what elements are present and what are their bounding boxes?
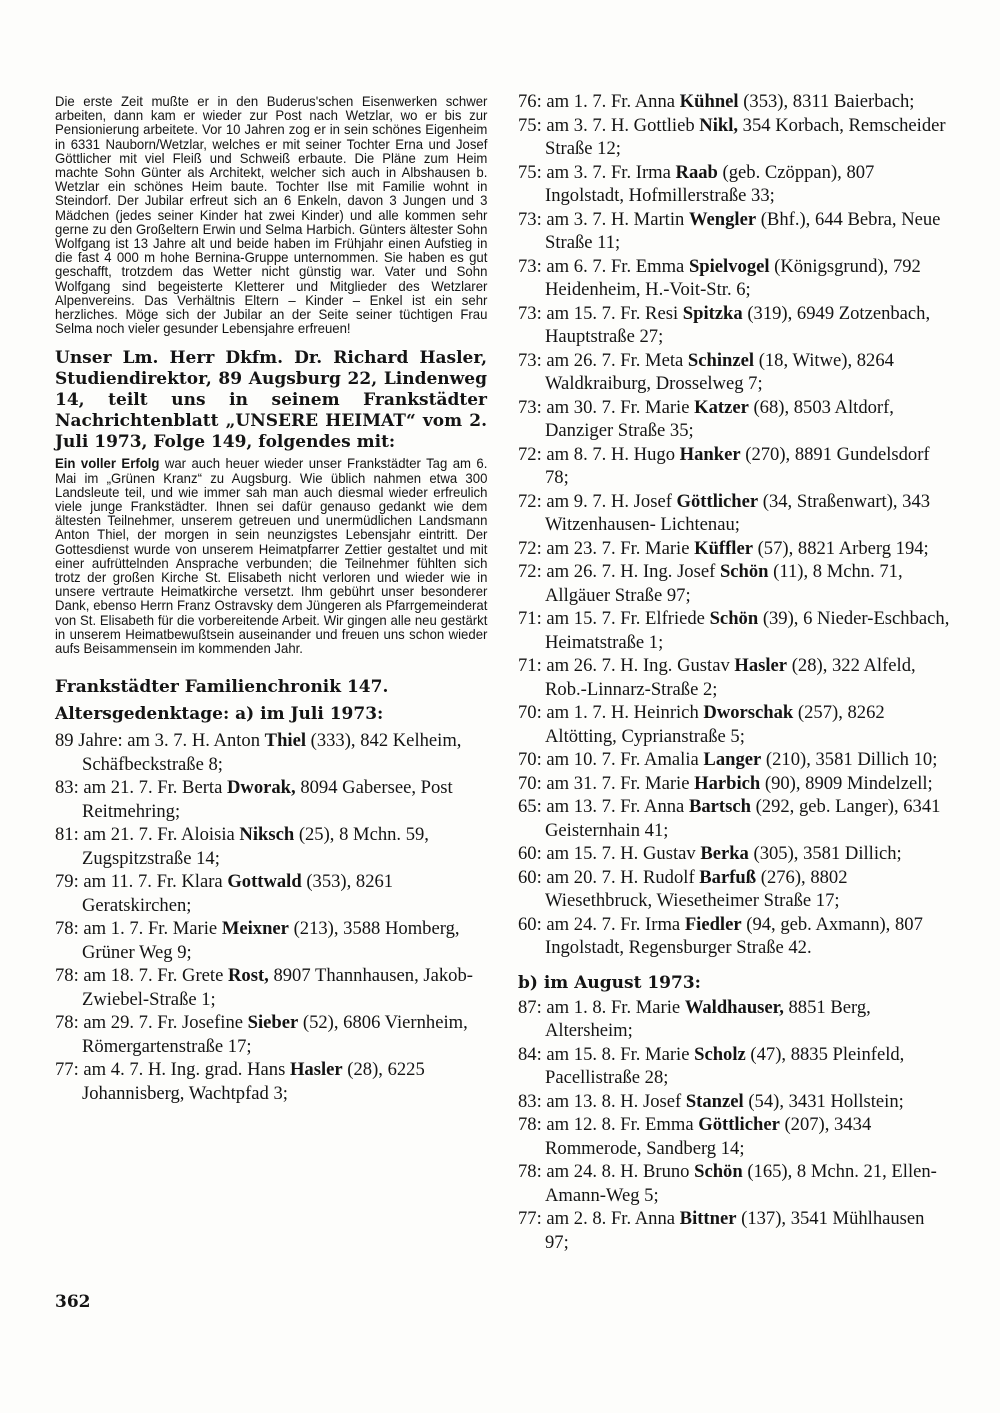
list-item: 77: am 2. 8. Fr. Anna Bittner (137), 3541 Mühlhausen 97; (518, 1208, 925, 1253)
list-item: 75: am 3. 7. H. Gottlieb Nikl, 354 Korbach, Remscheider Straße 12; (518, 114, 946, 159)
list-item: 72: am 9. 7. H. Josef Göttlicher (34, Straßenwart), 343 Witzenhausen- Lichtenau; (518, 490, 931, 535)
list-item: 76: am 1. 7. Fr. Anna Kühnel (353), 8311 Baierbach; (518, 91, 915, 112)
list-item: 70: am 1. 7. H. Heinrich Dworschak (257), 8262 Altötting, Cyprianstraße 5; (518, 702, 885, 747)
list-item: 87: am 1. 8. Fr. Marie Waldhauser, 8851 Berg, Altersheim; (518, 996, 871, 1041)
list-item: 70: am 10. 7. Fr. Amalia Langer (210), 3581 Dillich 10; (518, 749, 938, 770)
left-column (55, 94, 487, 1105)
july-heading: Altersgedenktage: a) im Juli 1973: (55, 704, 384, 725)
list-item: 60: am 15. 7. H. Gustav Berka (305), 3581 Dillich; (518, 843, 902, 864)
list-item: 71: am 15. 7. Fr. Elfriede Schön (39), 6 Nieder-Eschbach, Heimatstraße 1; (518, 608, 950, 653)
august-list (518, 996, 952, 1255)
list-item: 73: am 26. 7. Fr. Meta Schinzel (18, Witwe), 8264 Waldkraiburg, Drosselweg 7; (518, 349, 894, 394)
list-item: 77: am 4. 7. H. Ing. grad. Hans Hasler (28), 6225 Johannisberg, Wachtpfad 3; (55, 1059, 425, 1104)
july-list-left (55, 729, 487, 1105)
list-item: 70: am 31. 7. Fr. Marie Harbich (90), 8909 Mindelzell; (518, 772, 933, 794)
august-heading: b) im August 1973: (518, 972, 701, 993)
list-item: 78: am 29. 7. Fr. Josefine Sieber (52), 6806 Viernheim, Römergartenstraße 17; (55, 1012, 468, 1057)
page-number: 362 (55, 1292, 91, 1312)
list-item: 71: am 26. 7. H. Ing. Gustav Hasler (28), 322 Alfeld, Rob.-Linnarz-Straße 2; (518, 655, 916, 700)
list-item: 78: am 24. 8. H. Bruno Schön (165), 8 Mchn. 21, Ellen-Amann-Weg 5; (518, 1161, 937, 1206)
intro-paragraph: Die erste Zeit mußte er in den Buderus'schen Eisenwerken schwer arbeiten, dann kam er wieder zur Post nach Wetzlar, wo er bis zur Pensionierung arbeitete. Vor 10 Jahren zog er in sein schönes Eigenheim in 6331 Nauborn/Wetzlar, welches er mit seiner Tochter Erna und Josef Göttlicher mit viel Fleiß und Schweiß erbaute. Die Pläne zum Heim machte Sohn Günter als Architekt, welcher sich auch in Albshausen b. Wetzlar ein schönes Heim baute. Tochter Ilse mit Familie wohnt in Steindorf. Der Jubilar erfreut sich an 6 Enkeln, davon 3 Jungen und 3 Mädchen (jedes seiner Kinder hat zwei Kinder) und alle kommen sehr gerne zu den Großeltern Erwin und Selma Harbich. Günters ältester Sohn Wolfgang ist 13 Jahre alt und beide haben im Frühjahr einen Aufstieg in die fast 4 000 m hohe Bernina-Gruppe unternommen. Sie haben es gut geschafft, trotzdem das Wetter nicht günstig war. Vater und Sohn Wolfgang sind begeisterte Kletterer und Mitglieder des Wetzlarer Alpenvereins. Das Verhältnis Eltern – Kinder – Enkel ist ein sehr herzliches. Möge sich der Jubilar an der Seite seiner tüchtigen Frau Selma noch vieler gesunder Lebensjahre erfreuen! (55, 93, 488, 337)
list-item: 78: am 1. 7. Fr. Marie Meixner (213), 3588 Homberg, Grüner Weg 9; (55, 918, 460, 963)
list-item: 89 Jahre: am 3. 7. H. Anton Thiel (333), 842 Kelheim, Schäfbeckstraße 8; (55, 730, 462, 775)
report-lead: Ein voller Erfolg (55, 455, 160, 472)
list-item: 60: am 20. 7. H. Rudolf Barfuß (276), 8802 Wiesethbruck, Wiesetheimer Straße 17; (518, 866, 848, 911)
list-item: 81: am 21. 7. Fr. Aloisia Niksch (25), 8 Mchn. 59, Zugspitzstraße 14; (55, 824, 429, 869)
list-item: 72: am 23. 7. Fr. Marie Küffler (57), 8821 Arberg 194; (518, 537, 929, 559)
right-column (518, 90, 952, 1254)
list-item: 84: am 15. 8. Fr. Marie Scholz (47), 8835 Pleinfeld, Pacellistraße 28; (518, 1043, 905, 1088)
list-item: 72: am 8. 7. H. Hugo Hanker (270), 8891 Gundelsdorf 78; (518, 443, 930, 488)
report-paragraph (55, 456, 487, 655)
list-item: 78: am 12. 8. Fr. Emma Göttlicher (207), 3434 Rommerode, Sandberg 14; (518, 1114, 872, 1159)
list-item: 73: am 15. 7. Fr. Resi Spitzka (319), 6949 Zotzenbach, Hauptstraße 27; (518, 302, 931, 347)
report-body: war auch heuer wieder unser Frankstädter Tag am 6. Mai im „Grünen Kranz“ zu Augsburg. Wie üblich nahmen etwa 300 Landsleute teil, und wie immer sah man auch diesmal wieder erfreulich viele junge Frankstädter. Ihnen sei dafür genauso gedankt wie dem ältesten Teilnehmer, unserem getreuen und unermüdlichen Landsmann Anton Thiel, der morgen in sein neunzigstes Lebensjahr eintritt. Der Gottesdienst wurde von unserem Heimatpfarrer Zettier gestaltet und mit einer aufrüttelnden Ansprache verbunden; die Teilnehmer fühlten sich trotz der großen Kirche St. Elisabeth nicht verloren und wieder wie in unsere vertraute Heimatkirche versetzt. Ihm gebührt unser besonderer Dank, ebenso Herrn Franz Ostravsky dem Jüngeren als Pfarrgemeinderat von St. Elisabeth für die vorbereitende Arbeit. Wir gingen alle neu gestärkt in unserem Heimatbewußtsein auseinander und freuen uns schon wieder aufs Beisammensein im kommenden Jahr. (55, 455, 488, 657)
list-item: 79: am 11. 7. Fr. Klara Gottwald (353), 8261 Geratskirchen; (55, 871, 394, 916)
list-item: 83: am 21. 7. Fr. Berta Dworak, 8094 Gabersee, Post Reitmehring; (55, 777, 453, 822)
list-item: 83: am 13. 8. H. Josef Stanzel (54), 3431 Hollstein; (518, 1090, 904, 1112)
july-list-right (518, 90, 952, 960)
list-item: 75: am 3. 7. Fr. Irma Raab (geb. Czöppan), 807 Ingolstadt, Hofmillerstraße 33; (518, 161, 875, 206)
list-item: 73: am 30. 7. Fr. Marie Katzer (68), 8503 Altdorf, Danziger Straße 35; (518, 396, 894, 441)
announcement-paragraph: Unser Lm. Herr Dkfm. Dr. Richard Hasler, Studiendirektor, 89 Augsburg 22, Lindenweg 14, teilt uns in seinem Frankstädter Nachrichtenblatt „UNSERE HEIMAT“ vom 2. Juli 1973, Folge 149, folgendes mit: (55, 348, 487, 453)
list-item: 73: am 3. 7. H. Martin Wengler (Bhf.), 644 Bebra, Neue Straße 11; (518, 208, 941, 253)
list-item: 78: am 18. 7. Fr. Grete Rost, 8907 Thannhausen, Jakob-Zwiebel-Straße 1; (55, 965, 473, 1010)
list-item: 60: am 24. 7. Fr. Irma Fiedler (94, geb. Axmann), 807 Ingolstadt, Regensburger Straße 42. (518, 913, 923, 958)
list-item: 72: am 26. 7. H. Ing. Josef Schön (11), 8 Mchn. 71, Allgäuer Straße 97; (518, 561, 903, 606)
chronicle-title: Frankstädter Familienchronik 147. (55, 677, 389, 698)
list-item: 73: am 6. 7. Fr. Emma Spielvogel (Königsgrund), 792 Heidenheim, H.-Voit-Str. 6; (518, 255, 921, 300)
list-item: 65: am 13. 7. Fr. Anna Bartsch (292, geb. Langer), 6341 Geisternhain 41; (518, 796, 941, 841)
